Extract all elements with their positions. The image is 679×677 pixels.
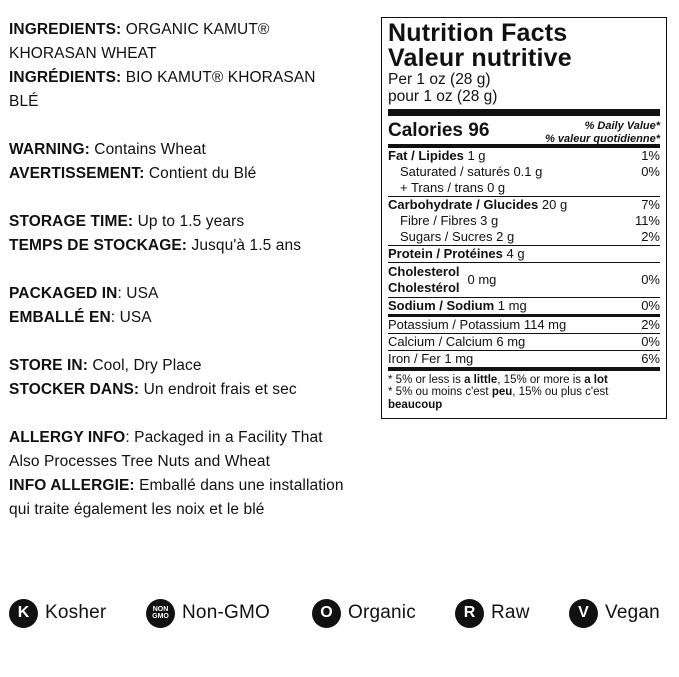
serving-size-fr: pour 1 oz (28 g) — [388, 88, 498, 105]
fat-row — [388, 148, 660, 164]
packaged-en-value: : USA — [117, 285, 159, 302]
store-fr-label: STOCKER DANS: — [9, 381, 140, 398]
badge-label: Kosher — [45, 602, 107, 623]
daily-value-heading — [545, 118, 660, 145]
packaged-fr-label: EMBALLÉ EN — [9, 309, 111, 326]
fat-dv: 1% — [641, 147, 660, 163]
nutrition-title-en: Nutrition Facts — [388, 19, 568, 47]
sodium-amount: 1 mg — [494, 297, 527, 313]
potassium-dv: 2% — [641, 317, 660, 332]
storage-block — [9, 210, 377, 258]
calcium-dv: 0% — [641, 334, 660, 349]
iron-dv: 6% — [641, 351, 660, 366]
carbohydrate-row — [388, 197, 660, 213]
kosher-icon: K — [9, 599, 38, 628]
storage-en-label: STORAGE TIME: — [9, 213, 134, 230]
divider-thick — [388, 109, 660, 116]
nutrition-facts-panel — [381, 17, 667, 419]
calcium-row — [388, 334, 660, 350]
potassium-row — [388, 317, 660, 333]
cholesterol-row — [388, 263, 660, 297]
cholesterol-dv: 0% — [641, 271, 660, 287]
potassium-label: Potassium / Potassium 114 mg — [388, 317, 567, 332]
warning-en-value: Contains Wheat — [89, 141, 206, 158]
footnote — [388, 371, 660, 412]
ingredients-en-value: ORGANIC KAMUT® — [121, 21, 270, 38]
carbohydrate-label: Carbohydrate / Glucides — [388, 196, 539, 212]
product-info — [9, 18, 377, 546]
sodium-label: Sodium / Sodium — [388, 297, 495, 313]
organic-icon: O — [312, 599, 341, 628]
calcium-label: Calcium / Calcium 6 mg — [388, 334, 526, 349]
iron-row — [388, 351, 660, 367]
daily-value-fr: % valeur quotidienne* — [545, 132, 660, 145]
carbohydrate-dv: 7% — [641, 196, 660, 212]
store-en-value: Cool, Dry Place — [87, 357, 202, 374]
saturated-label: Saturated / saturés 0.1 g — [400, 163, 543, 179]
warning-fr-label: AVERTISSEMENT: — [9, 165, 145, 182]
sugars-dv: 2% — [641, 228, 660, 244]
badge-vegan — [569, 597, 660, 629]
badge-organic — [312, 597, 416, 629]
badge-label: Organic — [348, 602, 416, 623]
ingredients-en-value-2: KHORASAN WHEAT — [9, 45, 157, 62]
protein-row — [388, 246, 660, 262]
iron-label: Iron / Fer 1 mg — [388, 351, 474, 366]
ingredients-en-label: INGREDIENTS: — [9, 21, 122, 38]
daily-value-en: % Daily Value* — [584, 120, 660, 132]
saturated-row — [388, 164, 660, 180]
serving-size-en: Per 1 oz (28 g) — [388, 71, 491, 88]
allergy-en-value-2: Also Processes Tree Nuts and Wheat — [9, 453, 270, 470]
footnote-en: * 5% or less is a little, 15% or more is a lot — [388, 373, 608, 386]
badge-label: Vegan — [605, 602, 660, 623]
allergy-fr-value: Emballé dans une installation — [134, 477, 344, 494]
trans-label: + Trans / trans 0 g — [400, 179, 506, 195]
ingredients-block — [9, 18, 377, 114]
packaged-block — [9, 282, 377, 330]
nutrition-title-fr: Valeur nutritive — [388, 44, 572, 72]
certification-badges — [9, 597, 669, 629]
ingredients-fr-value-2: BLÉ — [9, 93, 39, 110]
storage-en-value: Up to 1.5 years — [133, 213, 245, 230]
trans-row — [388, 180, 660, 196]
calories-row — [388, 118, 660, 144]
storage-fr-label: TEMPS DE STOCKAGE: — [9, 237, 188, 254]
sugars-label: Sugars / Sucres 2 g — [400, 228, 515, 244]
storage-fr-value: Jusqu'à 1.5 ans — [187, 237, 302, 254]
vegan-icon: V — [569, 599, 598, 628]
packaged-fr-value: : USA — [110, 309, 152, 326]
store-en-label: STORE IN: — [9, 357, 88, 374]
protein-label: Protein / Protéines — [388, 245, 503, 261]
sodium-dv: 0% — [641, 297, 660, 313]
allergy-en-value: : Packaged in a Facility That — [125, 429, 323, 446]
allergy-fr-value-2: qui traite également les noix et le blé — [9, 501, 265, 518]
fat-label: Fat / Lipides — [388, 147, 464, 163]
cholesterol-label-en: Cholesterol — [388, 263, 460, 279]
saturated-dv: 0% — [641, 163, 660, 179]
warning-fr-value: Contient du Blé — [144, 165, 257, 182]
badge-label: Raw — [491, 602, 530, 623]
non-gmo-icon: NON GMO — [146, 599, 175, 628]
allergy-fr-label: INFO ALLERGIE: — [9, 477, 135, 494]
fibre-label: Fibre / Fibres 3 g — [400, 212, 499, 228]
ingredients-fr-label: INGRÉDIENTS: — [9, 69, 122, 86]
sodium-row — [388, 298, 660, 314]
store-fr-value: Un endroit frais et sec — [139, 381, 297, 398]
raw-icon: R — [455, 599, 484, 628]
sugars-row — [388, 229, 660, 245]
warning-block — [9, 138, 377, 186]
badge-label: Non-GMO — [182, 602, 270, 623]
ingredients-fr-value: BIO KAMUT® KHORASAN — [121, 69, 316, 86]
fibre-dv: 11% — [634, 212, 660, 228]
cholesterol-label-fr: Cholestérol — [388, 279, 460, 295]
packaged-en-label: PACKAGED IN — [9, 285, 118, 302]
allergy-en-label: ALLERGY INFO — [9, 429, 126, 446]
badge-raw — [455, 597, 530, 629]
protein-amount: 4 g — [502, 245, 525, 261]
fibre-row — [388, 213, 660, 229]
calories-label: Calories 96 — [388, 120, 490, 141]
warning-en-label: WARNING: — [9, 141, 90, 158]
cholesterol-amount: 0 mg — [467, 271, 497, 287]
store-block — [9, 354, 377, 402]
fat-amount: 1 g — [463, 147, 486, 163]
allergy-block — [9, 426, 377, 522]
carbohydrate-amount: 20 g — [538, 196, 568, 212]
badge-kosher — [9, 597, 106, 629]
footnote-fr: * 5% ou moins c'est peu, 15% ou plus c'est beaucoup — [388, 386, 609, 411]
badge-non-gmo — [146, 597, 270, 629]
